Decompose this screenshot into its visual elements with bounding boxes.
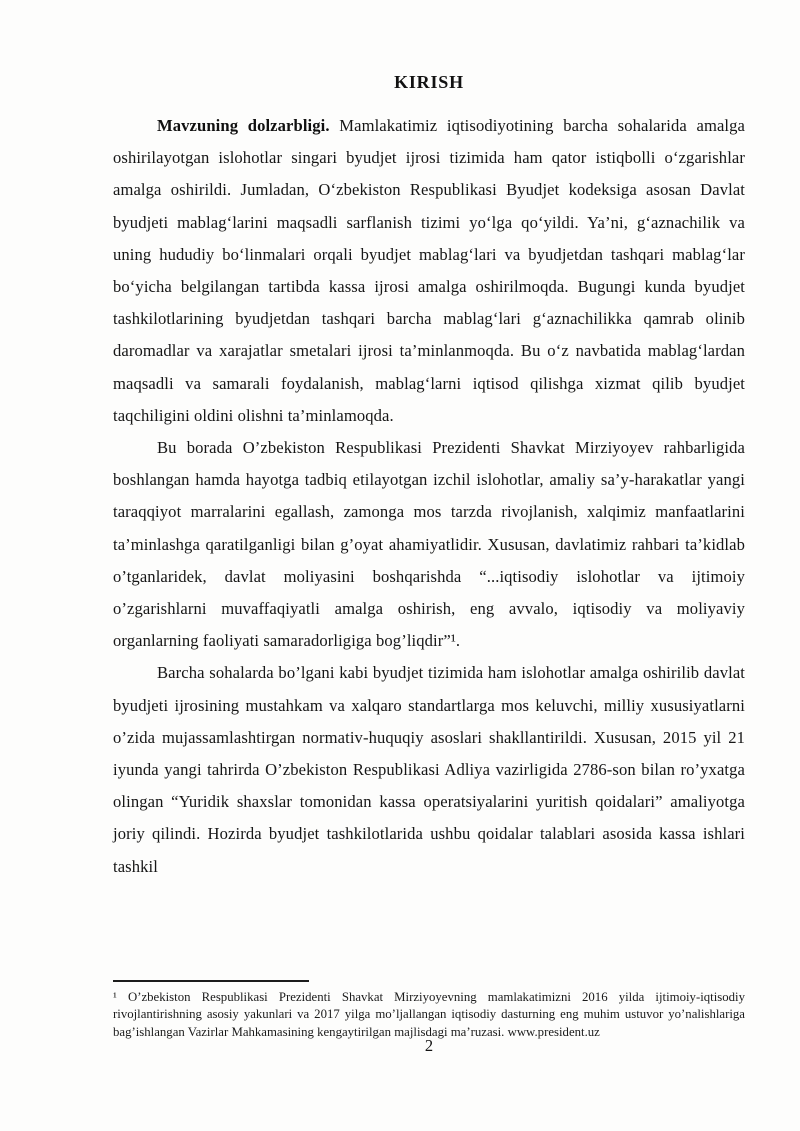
footnote-area	[113, 980, 745, 1041]
paragraph-text: Bu borada O’zbekiston Respublikasi Prezidenti Shavkat Mirziyoyev rahbarligida boshlangan hamda hayotga tadbiq etilayotgan izchil islohotlar, amaliy sa’y-harakatlar yangi taraqqiyot marralarini egallash, zamonga mos tarzda rivojlanish, xalqimiz manfaatlarini ta’minlashga qaratilganligi bilan g’oyat ahamiyatlidir. Xususan, davlatimiz rahbari ta’kidlab o’tganlaridek, davlat moliyasini boshqarishda “...iqtisodiy islohotlar va ijtimoiy o’zgarishlarni muvaffaqiyatli amalga oshirish, eng avvalo, iqtisodiy va moliyaviy organlarning faoliyati samaradorligiga bog’liqdir”¹.	[113, 438, 745, 651]
paragraph	[113, 432, 745, 657]
page-number: 2	[424, 1036, 434, 1055]
page-title: KIRISH	[394, 72, 464, 92]
document-body	[113, 110, 745, 883]
paragraph	[113, 110, 745, 432]
footnote-text: ¹ O’zbekiston Respublikasi Prezidenti Shavkat Mirziyoyevning mamlakatimizni 2016 yilda ijtimoiy-iqtisodiy rivojlantirishning asosiy yakunlari va 2017 yilga mo’ljallangan iqtisodiy dasturning eng muhim ustuvor yo’nalishlariga bag’ishlangan Vazirlar Mahkamasining kengaytirilgan majlisdagi ma’ruzasi. www.president.uz	[113, 990, 745, 1039]
footnote-separator	[113, 980, 309, 982]
paragraph-lead: Mavzuning dolzarbligi.	[157, 116, 330, 135]
paragraph-text: Mamlakatimiz iqtisodiyotining barcha sohalarida amalga oshirilayotgan islohotlar singari byudjet ijrosi tizimida ham qator istiqbolli oʻzgarishlar amalga oshirildi. Jumladan, Oʻzbekiston Respublikasi Byudjet kodeksiga asosan Davlat byudjeti mablagʻlarini maqsadli sarflanish tizimi yoʻlga qoʻyildi. Ya’ni, gʻaznachilik va uning hududiy boʻlinmalari orqali byudjet mablagʻlari va byudjetdan tashqari mablagʻlar boʻyicha belgilangan tartibda kassa ijrosi amalga oshirilmoqda. Bugungi kunda byudjet tashkilotlarining byudjetdan tashqari barcha mablagʻlari gʻaznachilikka qamrab olinib daromadlar va xarajatlar smetalari ijrosi ta’minlanmoqda. Bu oʻz navbatida mablagʻlardan maqsadli va samarali foydalanish, mablagʻlarni iqtisod qilishga xizmat qilib byudjet taqchiligini oldini olishni ta’minlamoqda.	[113, 116, 745, 425]
paragraph	[113, 657, 745, 882]
paragraph-text: Barcha sohalarda bo’lgani kabi byudjet tizimida ham islohotlar amalga oshirilib davlat byudjeti ijrosining mustahkam va xalqaro standartlarga mos keluvchi, milliy xususiyatlarni o’zida mujassamlashtirgan normativ-huquqiy asoslari shakllantirildi. Xususan, 2015 yil 21 iyunda yangi tahrirda O’zbekiston Respublikasi Adliya vazirligida 2786-son bilan ro’yxatga olingan “Yuridik shaxslar tomonidan kassa operatsiyalarini yuritish qoidalari” amaliyotga joriy qilindi. Hozirda byudjet tashkilotlarida ushbu qoidalar talablari asosida kassa ishlari tashkil	[113, 663, 745, 876]
